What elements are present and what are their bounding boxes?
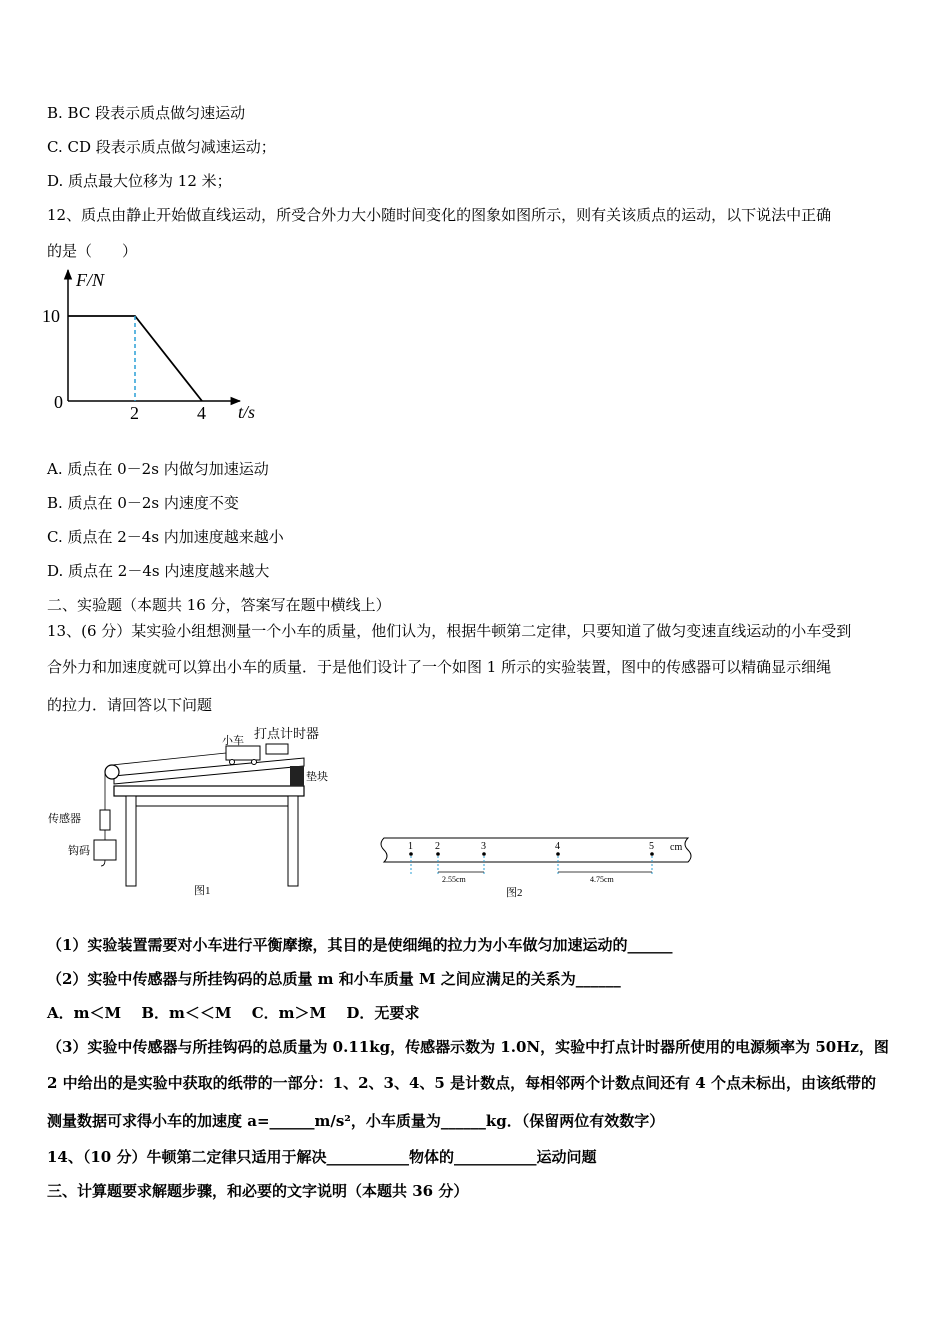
- section3-heading: 三、计算题要求解题步骤，和必要的文字说明（本题共 36 分）: [47, 1182, 469, 1200]
- q12-option-a: A. 质点在 0－2s 内做匀加速运动: [47, 460, 269, 478]
- distance-4-5: 4.75cm: [590, 875, 614, 884]
- sensor: [100, 810, 110, 830]
- q12-option-d: D. 质点在 2－4s 内速度越来越大: [47, 562, 270, 580]
- figure-2-caption: 图2: [506, 887, 523, 899]
- tape-point: [482, 852, 486, 856]
- q13-part3-line2: 2 中给出的是实验中获取的纸带的一部分：1、2、3、4、5 是计数点，每相邻两个计数点间还有 4 个点未标出，由该纸带的: [47, 1074, 876, 1092]
- q12-option-c: C. 质点在 2－4s 内加速度越来越小: [47, 528, 284, 546]
- origin-label: 0: [54, 392, 63, 412]
- x-axis-label: t/s: [238, 402, 256, 422]
- tape-point-label: 3: [481, 841, 486, 852]
- q11-option-b: B. BC 段表示质点做匀速运动: [47, 104, 246, 122]
- q13-stem-line1: 13、(6 分）某实验小组想测量一个小车的质量，他们认为，根据牛顿第二定律，只要知道了做匀变速直线运动的小车受到: [47, 622, 852, 640]
- tape-point-label: 5: [649, 841, 654, 852]
- figure-2-tape: [376, 826, 706, 900]
- q11-option-c: C. CD 段表示质点做匀减速运动；: [47, 138, 276, 156]
- weight-label: 钩码: [68, 845, 90, 857]
- q12-option-b: B. 质点在 0－2s 内速度不变: [47, 494, 239, 512]
- tape-point: [436, 852, 440, 856]
- x-tick-label: 4: [197, 403, 206, 423]
- tape-point-label: 4: [555, 841, 560, 852]
- sensor-label: 传感器: [48, 813, 81, 825]
- y-tick-label: 10: [42, 306, 60, 326]
- q13-stem-line2: 合外力和加速度就可以算出小车的质量．于是他们设计了一个如图 1 所示的实验装置，图中的传感器可以精确显示细绳: [47, 658, 832, 676]
- q13-part3-line1: （3）实验中传感器与所挂钩码的总质量为 0.11kg，传感器示数为 1.0N，实验中打点计时器所使用的电源频率为 50Hz，图: [47, 1038, 889, 1056]
- tape-unit: cm: [670, 842, 683, 853]
- q13-part2-options: A．m＜M B．m＜＜M C．m＞M D．无要求: [47, 1004, 420, 1022]
- tape-point: [556, 852, 560, 856]
- q13-part2: （2）实验中传感器与所挂钩码的总质量 m 和小车质量 M 之间应满足的关系为______: [47, 970, 621, 988]
- q13-part1: （1）实验装置需要对小车进行平衡摩擦，其目的是使细绳的拉力为小车做匀加速运动的______: [47, 936, 673, 954]
- block: [290, 766, 304, 786]
- q12-stem-line2: 的是（ ）: [47, 242, 138, 260]
- force-time-graph: [40, 266, 280, 426]
- tape-point: [409, 852, 413, 856]
- block-label: 垫块: [306, 771, 328, 783]
- weight: [94, 840, 116, 860]
- cart-label: 小车: [222, 735, 244, 747]
- tape-point-label: 2: [435, 841, 440, 852]
- tape-point-label: 1: [408, 841, 413, 852]
- figure-1-apparatus: [44, 722, 344, 902]
- cart: [226, 746, 260, 760]
- x-tick-label: 2: [130, 403, 139, 423]
- pulley-icon: [105, 765, 119, 779]
- figure-1-caption: 图1: [194, 885, 211, 897]
- tape-point: [650, 852, 654, 856]
- distance-2-3: 2.55cm: [442, 875, 466, 884]
- q11-option-d: D. 质点最大位移为 12 米；: [47, 172, 232, 190]
- timer: [266, 744, 288, 754]
- section2-heading: 二、实验题（本题共 16 分，答案写在题中横线上）: [47, 596, 391, 614]
- y-axis-label: F/N: [76, 270, 105, 290]
- q13-stem-line3: 的拉力．请回答以下问题: [47, 696, 213, 714]
- timer-label: 打点计时器: [254, 726, 320, 741]
- q14-text: 14、（10 分）牛顿第二定律只适用于解决___________物体的___________运动问题: [47, 1148, 597, 1166]
- q13-part3-line3: 测量数据可求得小车的加速度 a=______m/s²，小车质量为______kg．（保留两位有效数字）: [47, 1112, 665, 1130]
- q12-stem-line1: 12、质点由静止开始做直线运动，所受合外力大小随时间变化的图象如图所示，则有关该质点的运动，以下说法中正确: [47, 206, 832, 224]
